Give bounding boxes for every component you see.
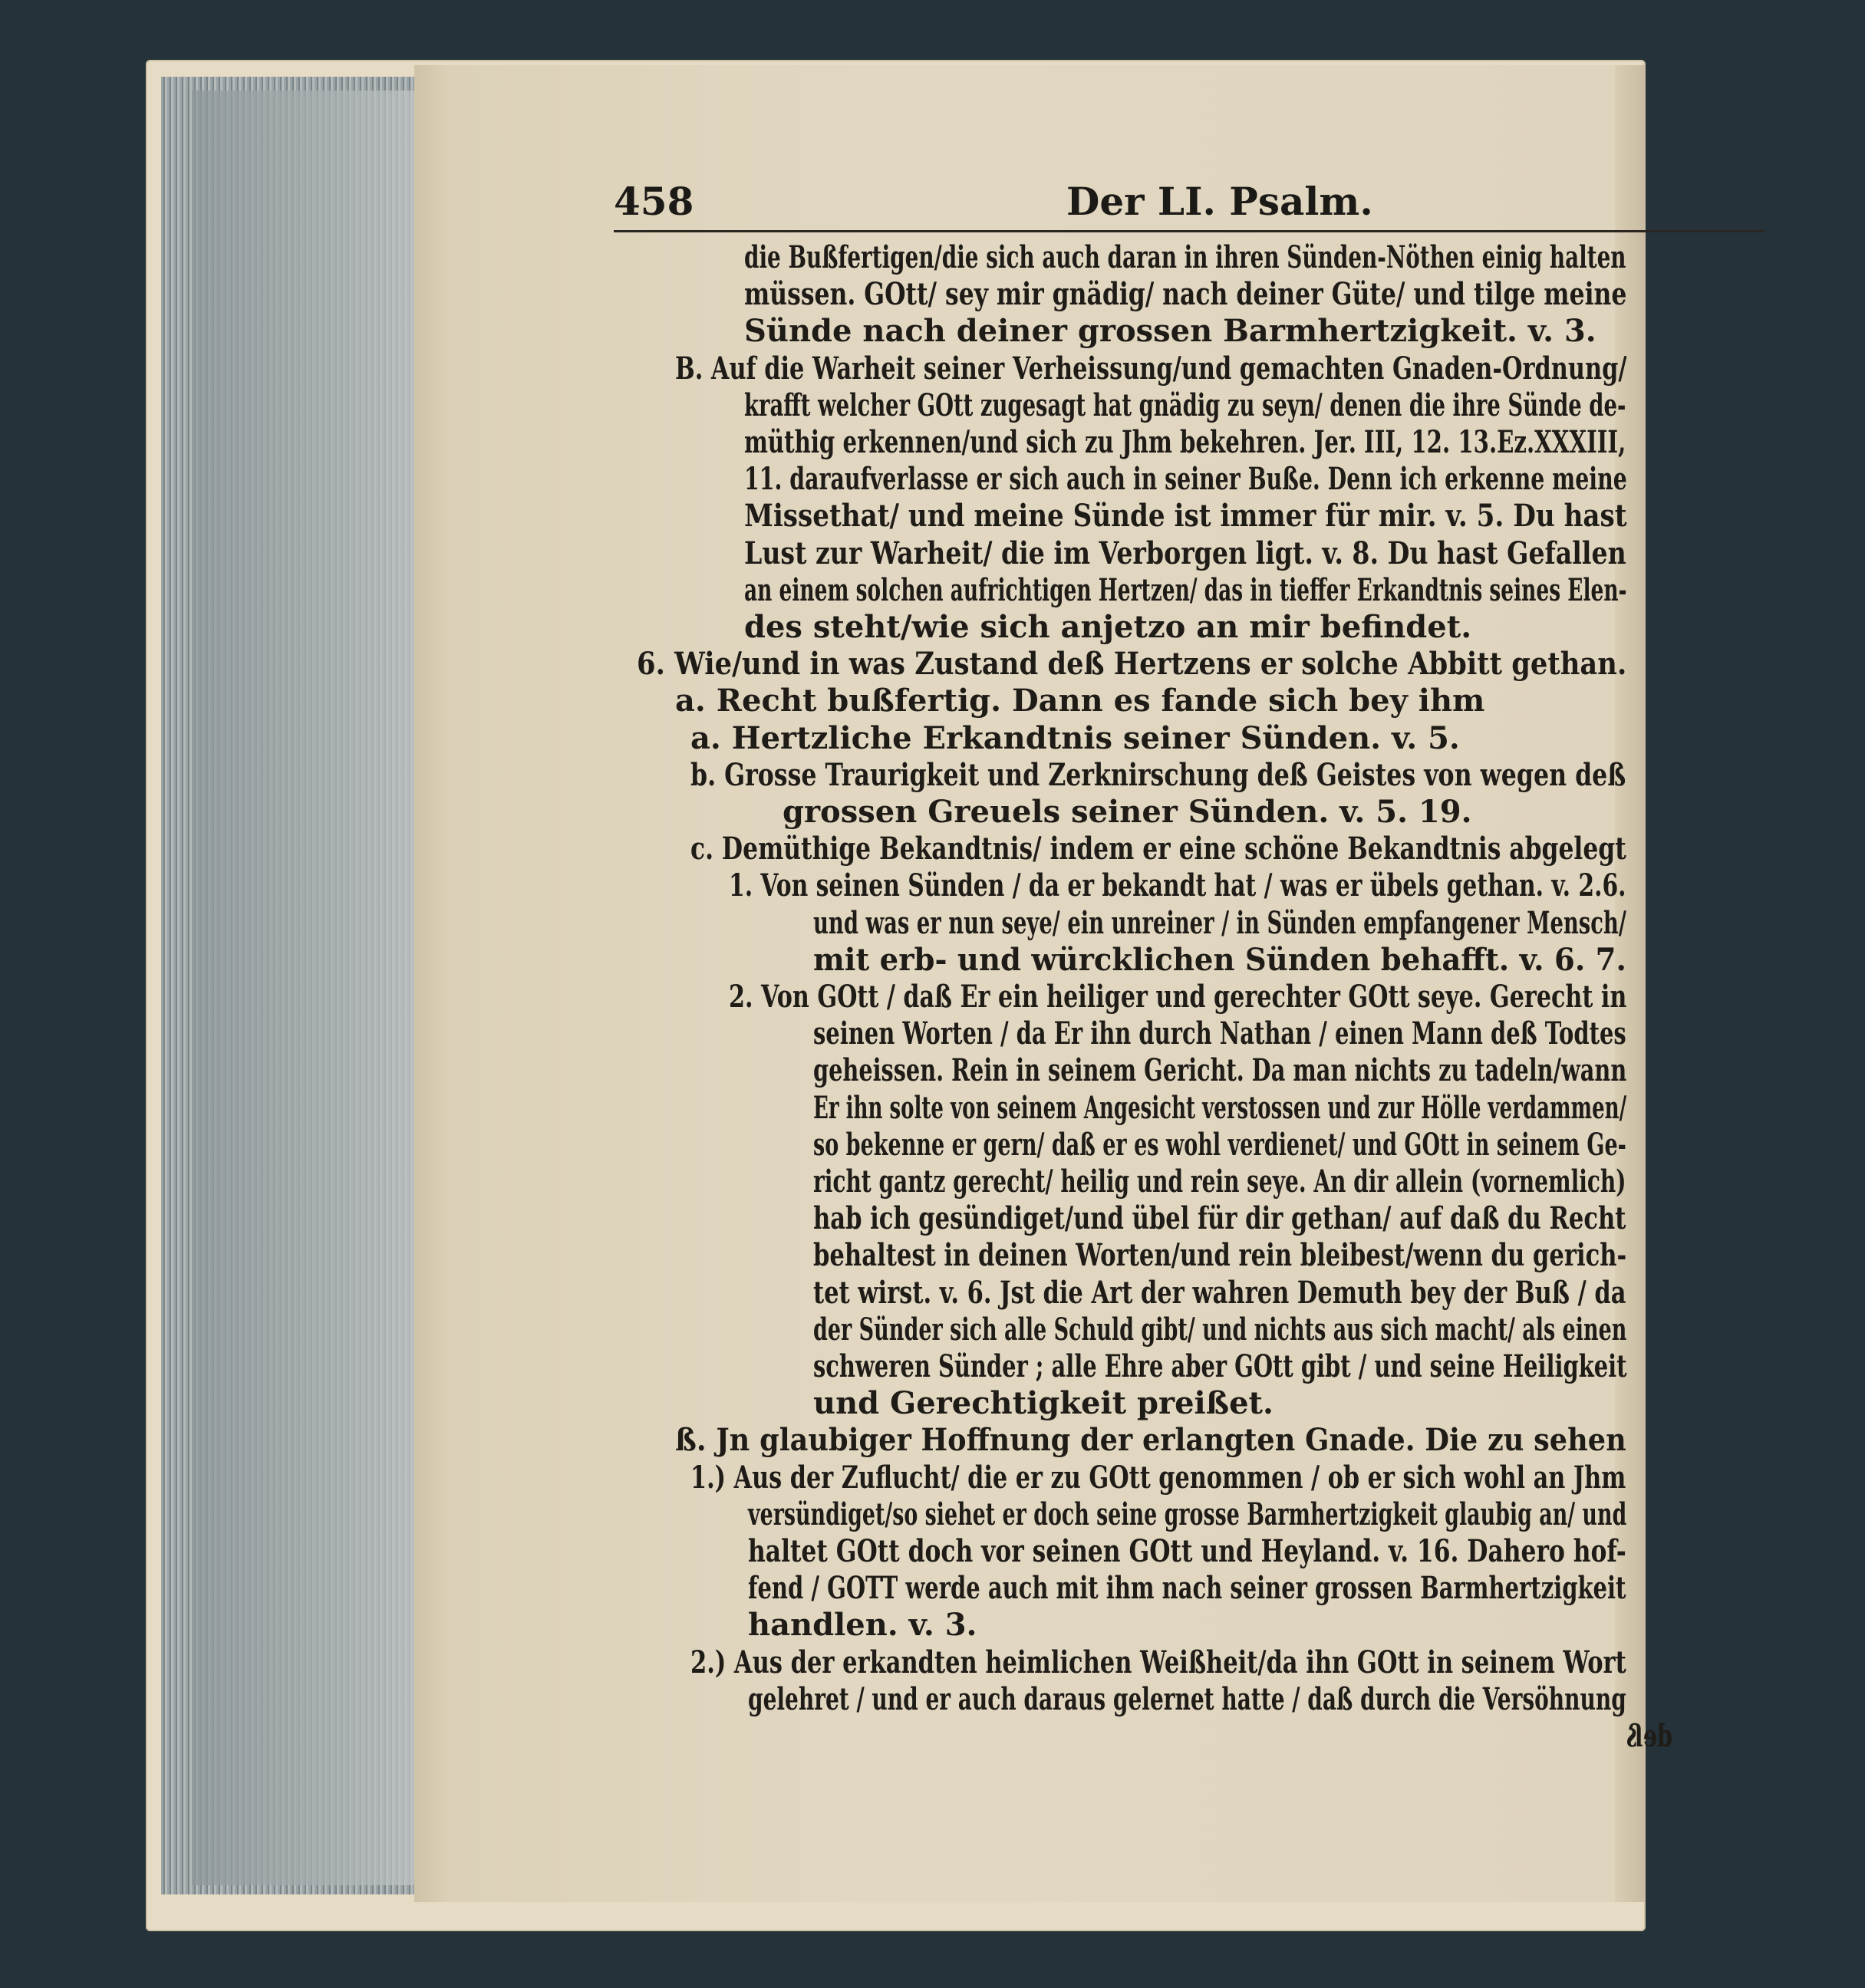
- page-edges-shade: [192, 91, 414, 1885]
- text-line: 2. Von GOtt / daß Er ein heiliger und gerechter GOtt seye. Gerecht in: [729, 979, 1627, 1015]
- text-line: 11. daraufverlasse er sich auch in seiner Buße. Denn ich erkenne meine: [744, 461, 1627, 498]
- text-line: krafft welcher GOtt zugesagt hat gnädig zu seyn/ denen die ihre Sünde de-: [744, 387, 1626, 423]
- text-line: die Bußfertigen/die sich auch daran in ihren Sünden-Nöthen einig halten: [744, 239, 1626, 275]
- text-line: haltet GOtt doch vor seinen GOtt und Heyland. v. 16. Dahero hof-: [748, 1533, 1626, 1569]
- text-line: fend / GOTT werde auch mit ihm nach seiner grossen Barmhertzigkeit: [748, 1570, 1626, 1607]
- text-line: Er ihn solte von seinem Angesicht verstossen und zur Hölle verdammen/: [813, 1089, 1627, 1126]
- text-line: schweren Sünder ; alle Ehre aber GOtt gibt / und seine Heiligkeit: [813, 1348, 1627, 1384]
- text-line: des steht/wie sich anjetzo an mir befindet.: [744, 609, 1472, 645]
- text-line: Sünde nach deiner grossen Barmhertzigkeit. v. 3.: [744, 313, 1596, 350]
- text-line: behaltest in deinen Worten/und rein bleibest/wenn du gerich-: [813, 1237, 1627, 1274]
- text-line: 2.) Aus der erkandten heimlichen Weißheit/da ihn GOtt in seinem Wort: [690, 1644, 1626, 1680]
- text-line: handlen. v. 3.: [748, 1607, 977, 1644]
- text-line: b. Grosse Traurigkeit und Zerknirschung deß Geistes von wegen deß: [690, 756, 1626, 793]
- text-line: 1.) Aus der Zuflucht/ die er zu GOtt genommen / ob er sich wohl an Jhm: [690, 1459, 1626, 1496]
- text-line: richt gantz gerecht/ heilig und rein seye. An dir allein (vornemlich): [813, 1164, 1626, 1200]
- text-line: so bekenne er gern/ daß er es wohl verdienet/ und GOtt in seinem Ge-: [813, 1126, 1626, 1163]
- page-header: [614, 173, 1765, 226]
- text-line: a. Hertzliche Erkandtnis seiner Sünden. v. 5.: [690, 719, 1460, 756]
- text-line: der Sünder sich alle Schuld gibt/ und nichts aus sich macht/ als einen: [813, 1311, 1627, 1348]
- text-line: seinen Worten / da Er ihn durch Nathan / einen Mann deß Todtes: [813, 1015, 1626, 1052]
- text-line: grossen Greuels seiner Sünden. v. 5. 19.: [783, 794, 1472, 830]
- text-line: ß. Jn glaubiger Hoffnung der erlangten Gnade. Die zu sehen: [675, 1422, 1626, 1459]
- text-line: geheissen. Rein in seinem Gericht. Da man nichts zu tadeln/wann: [813, 1052, 1627, 1089]
- text-line: tet wirst. v. 6. Jst die Art der wahren Demuth bey der Buß / da: [813, 1274, 1626, 1311]
- text-line: Missethat/ und meine Sünde ist immer für mir. v. 5. Du hast: [744, 498, 1627, 535]
- text-line: 6. Wie/und in was Zustand deß Hertzens er solche Abbitt gethan.: [637, 646, 1627, 683]
- text-line: und was er nun seye/ ein unreiner / in Sünden empfangener Mensch/: [813, 904, 1626, 941]
- text-line: versündiget/so siehet er doch seine grosse Barmhertzigkeit glaubig an/ und: [748, 1496, 1627, 1532]
- text-line: und Gerechtigkeit preißet.: [813, 1385, 1274, 1422]
- text-line: müthig erkennen/und sich zu Jhm bekehren. Jer. III, 12. 13.Ez.XXXIII,: [744, 424, 1626, 460]
- page-number: 458: [614, 179, 694, 224]
- text-line: müssen. GOtt/ sey mir gnädig/ nach deiner Güte/ und tilge meine: [744, 276, 1627, 313]
- text-line: c. Demüthige Bekandtnis/ indem er eine schöne Bekandtnis abgelegt: [690, 831, 1626, 867]
- text-line: hab ich gesündiget/und übel für dir gethan/ auf daß du Recht: [813, 1200, 1626, 1237]
- text-line: a. Recht bußfertig. Dann es fande sich bey ihm: [675, 683, 1485, 719]
- text-line: mit erb- und würcklichen Sünden behafft. v. 6. 7.: [813, 941, 1626, 978]
- text-line: deß: [1626, 1718, 1672, 1754]
- text-line: Lust zur Warheit/ die im Verborgen ligt. v. 8. Du hast Gefallen: [744, 535, 1626, 571]
- text-line: B. Auf die Warheit seiner Verheissung/und gemachten Gnaden-Ordnung/: [675, 350, 1627, 387]
- header-rule: [614, 230, 1765, 232]
- text-line: an einem solchen aufrichtigen Hertzen/ das in tieffer Erkandtnis seines Elen-: [744, 571, 1627, 608]
- running-head: Der LI. Psalm.: [1066, 179, 1373, 224]
- text-line: gelehret / und er auch daraus gelernet hatte / daß durch die Versöhnung: [748, 1680, 1626, 1717]
- text-line: 1. Von seinen Sünden / da er bekandt hat / was er übels gethan. v. 2.6.: [729, 867, 1626, 904]
